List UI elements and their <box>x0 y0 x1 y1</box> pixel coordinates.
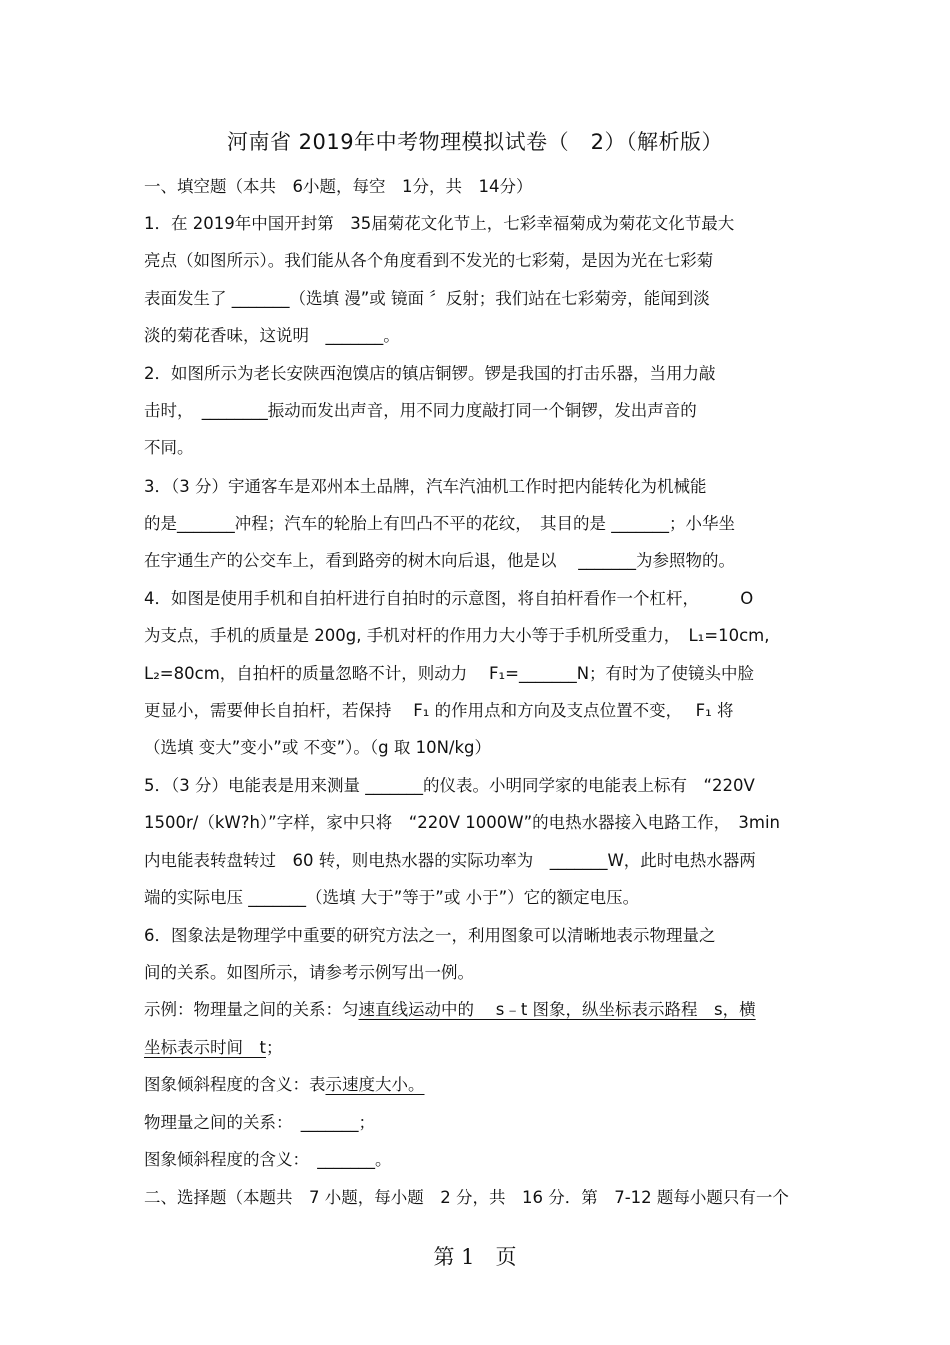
q1-line4: 淡的菊花香味，这说明 _______。 <box>144 326 400 345</box>
q5-line1: 5．（3 分）电能表是用来测量 _______的仪表。小明同学家的电能表上标有 “220V <box>144 776 755 795</box>
q2-line3: 不同。 <box>144 438 194 457</box>
q4-line5: （选填 变大”变小”或 不变”）。（g 取 10N/kg） <box>144 738 492 757</box>
q4-line3: L₂=80cm，自拍杆的质量忽略不计，则动力 F₁=_______N；有时为了使镜头中脸 <box>144 664 755 683</box>
q5-line4: 端的实际电压 _______（选填 大于”等于”或 小于”）它的额定电压。 <box>144 888 640 907</box>
q3-line3: 在宇通生产的公交车上，看到路旁的树木向后退，他是以 _______为参照物的。 <box>144 551 735 570</box>
q4-line4: 更显小，需要伸长自拍杆，若保持 F₁ 的作用点和方向及支点位置不变， F₁ 将 <box>144 701 734 720</box>
q6-example-underlined: 速直线运动中的 s﹣t 图象，纵坐标表示路程 s，横 <box>358 1000 756 1019</box>
q6-example-line2 <box>144 1036 282 1060</box>
q3-line1: 3．（3 分）宇通客车是邓州本土品牌，汽车汽油机工作时把内能转化为机械能 <box>144 477 707 496</box>
q1-line1: 1．在 2019年中国开封第 35届菊花文化节上，七彩幸福菊成为菊花文化节最大 <box>144 214 735 233</box>
q6-example-line1 <box>144 998 756 1022</box>
q3-line2: 的是_______冲程；汽车的轮胎上有凹凸不平的花纹， 其目的是 _______；小华坐 <box>144 514 735 533</box>
page-title: 河南省 2019年中考物理模拟试卷（ 2）（解析版） <box>227 130 723 154</box>
q6-slope-prefix: 图象倾斜程度的含义：表 <box>144 1075 326 1094</box>
q4-line2: 为支点，手机的质量是 200g, 手机对杆的作用力大小等于手机所受重力， L₁=10cm, <box>144 626 770 645</box>
q6-example-line2-end: ； <box>265 1038 283 1057</box>
q6-line2: 间的关系。如图所示，请参考示例写出一例。 <box>144 963 474 982</box>
q6-example-line2-text: 坐标表示时间 t <box>144 1038 266 1057</box>
q2-line2: 击时， ________振动而发出声音，用不同力度敲打同一个铜锣，发出声音的 <box>144 401 697 420</box>
q6-slope-blank: 图象倾斜程度的含义： _______。 <box>144 1150 392 1169</box>
q6-slope-underlined: 示速度大小。 <box>325 1075 425 1094</box>
q6-line1: 6．图象法是物理学中重要的研究方法之一，利用图象可以清晰地表示物理量之 <box>144 926 716 945</box>
q5-line3: 内电能表转盘转过 60 转，则电热水器的实际功率为 _______W，此时电热水器两 <box>144 851 756 870</box>
q4-line1: 4．如图是使用手机和自拍杆进行自拍时的示意图，将自拍杆看作一个杠杆， O <box>144 589 754 608</box>
q6-relation-blank: 物理量之间的关系： _______； <box>144 1113 375 1132</box>
q5-line2: 1500r/（kW?h）”字样，家中只将 “220V 1000W”的电热水器接入电路工作， 3min <box>144 813 781 832</box>
section2-heading: 二、选择题（本题共 7 小题，每小题 2 分，共 16 分．第 7-12 题每小题只有一个 <box>144 1188 789 1207</box>
q1-line3: 表面发生了 _______（选填 漫”或 镜面 〞反射；我们站在七彩菊旁，能闻到淡 <box>144 289 710 308</box>
page-footer: 第 1 页 <box>433 1245 517 1269</box>
q6-slope-example <box>144 1073 425 1097</box>
q1-line2: 亮点（如图所示）。我们能从各个角度看到不发光的七彩菊，是因为光在七彩菊 <box>144 251 714 270</box>
q2-line1: 2．如图所示为老长安陕西泡馍店的镇店铜锣。锣是我国的打击乐器，当用力敲 <box>144 364 716 383</box>
section1-heading: 一、填空题（本共 6小题，每空 1分，共 14分） <box>144 177 533 196</box>
q6-example-prefix: 示例：物理量之间的关系：匀 <box>144 1000 359 1019</box>
